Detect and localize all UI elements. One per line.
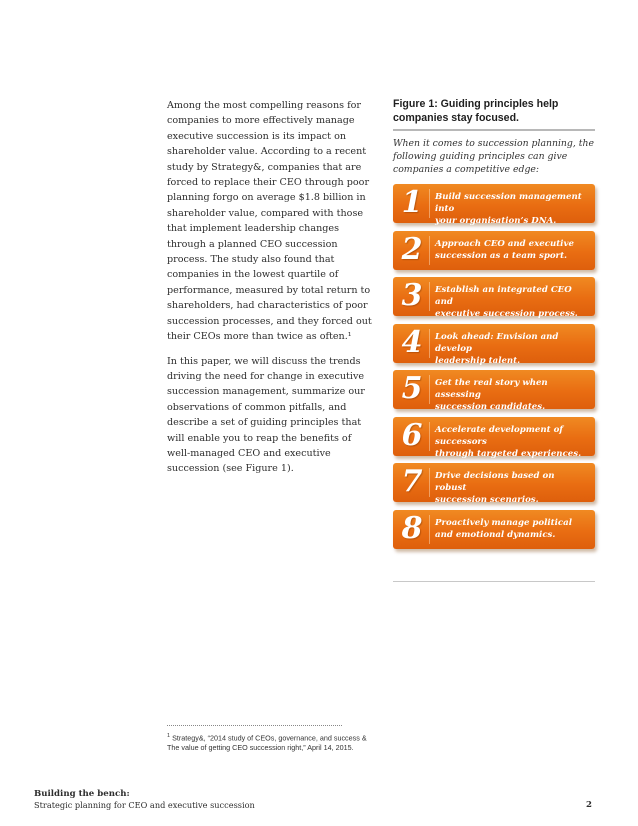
principle-number: 6	[401, 417, 423, 453]
principle-number: 3	[401, 278, 423, 313]
principle-divider	[429, 515, 430, 544]
principle-item	[393, 324, 595, 366]
principle-number: 1	[401, 185, 423, 220]
principle-text: Approach CEO and executive succession as a team sport.	[435, 238, 574, 261]
sidebar-bottom-rule	[393, 581, 595, 582]
principle-number: 2	[401, 231, 423, 267]
principle-text: Build succession management into your organisation’s DNA.	[435, 192, 582, 226]
body-paragraph-2: In this paper, we will discuss the trends driving the need for change in executive succession management, summarize our observations of common pitfalls, and describe a set of guiding principles that will enable you to reap the benefits of well-managed CEO and executive succession (see Figure 1).	[167, 355, 365, 475]
principle-divider	[429, 422, 430, 451]
principle-item	[393, 510, 595, 549]
footnote-marker: 1	[167, 733, 171, 739]
principle-text: Drive decisions based on robust succession scenarios.	[435, 471, 555, 505]
figure-sidebar	[393, 98, 595, 556]
principle-item	[393, 184, 595, 226]
principle-item	[393, 463, 595, 505]
principle-number: 7	[401, 464, 423, 499]
footnote-text: Strategy&, “2014 study of CEOs, governance, and success & The value of getting CEO succession right,” April 14, 2015.	[167, 733, 367, 752]
footer-subtitle: Strategic planning for CEO and executive succession	[34, 800, 255, 810]
figure-subtitle: When it comes to succession planning, the following guiding principles can give companies a competitive edge:	[393, 138, 595, 175]
principle-item	[393, 277, 595, 319]
principle-text: Look ahead: Envision and develop leadership talent.	[435, 331, 559, 366]
principle-divider	[429, 189, 430, 218]
body-text-column	[167, 98, 375, 486]
principle-divider	[429, 282, 430, 311]
principle-divider	[429, 236, 430, 265]
principle-item	[393, 417, 595, 459]
body-paragraph-1: Among the most compelling reasons for companies to more effectively manage executive succession is its impact on shareholder value. According to a recent study by Strategy&, companies that are forced to replace their CEO through poor planning forgo on average $1.8 billion in shareholder value, compared with those that implement leadership changes through a planned CEO succession process. The study also found that companies in the lowest quartile of performance, measured by total return to shareholders, had characteristics of poor succession processes, and they forced out their CEOs more than twice as often.¹	[167, 100, 372, 343]
principle-divider	[429, 329, 430, 358]
page-number: 2	[586, 800, 592, 810]
principle-number: 5	[401, 371, 423, 406]
footnote-divider	[167, 725, 342, 726]
principle-item	[393, 370, 595, 412]
principles-list	[393, 184, 595, 549]
principle-item	[393, 231, 595, 270]
principle-divider	[429, 375, 430, 404]
principle-text: Get the real story when assessing succession candidates.	[435, 378, 548, 412]
figure-title: Figure 1: Guiding principles help companies stay focused.	[393, 98, 595, 131]
principle-text: Proactively manage political and emotional dynamics.	[435, 517, 572, 540]
principle-text: Accelerate development of successors through targeted experiences.	[435, 424, 582, 459]
principle-number: 4	[401, 324, 423, 360]
footnote	[167, 732, 372, 752]
principle-divider	[429, 468, 430, 497]
footer-title: Building the bench:	[34, 789, 130, 799]
principle-number: 8	[401, 510, 423, 546]
principle-text: Establish an integrated CEO and executive succession process.	[435, 285, 578, 319]
